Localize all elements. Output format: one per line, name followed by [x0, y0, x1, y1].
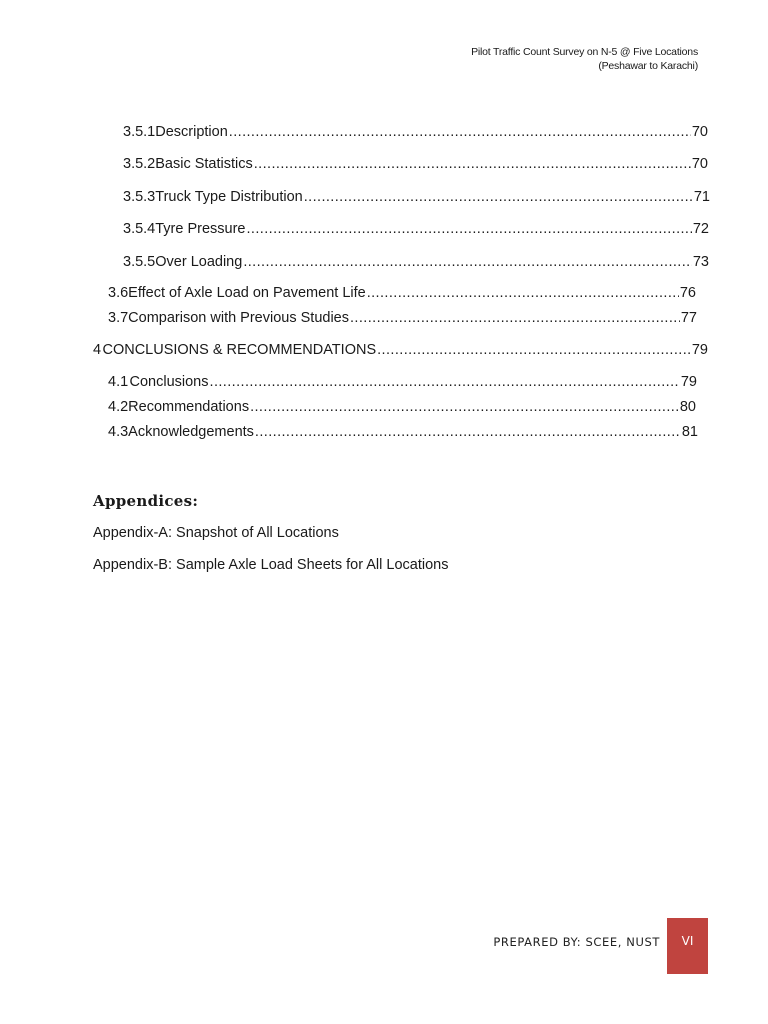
- toc-entry[interactable]: [108, 285, 696, 301]
- toc-entry[interactable]: [108, 399, 696, 415]
- toc-leader: [350, 310, 680, 326]
- toc-title: Tyre Pressure: [155, 221, 246, 237]
- toc-leader: [210, 374, 680, 390]
- header-subtitle: (Peshawar to Karachi): [598, 60, 698, 72]
- toc-entry[interactable]: [123, 254, 709, 270]
- toc-entry[interactable]: [123, 221, 709, 237]
- toc-entry[interactable]: [108, 310, 697, 326]
- toc-title: CONCLUSIONS & RECOMMENDATIONS: [102, 342, 377, 358]
- toc-title: Acknowledgements: [128, 424, 254, 440]
- toc-title: Comparison with Previous Studies: [128, 310, 349, 326]
- toc-leader: [254, 156, 691, 172]
- toc-page: 80: [679, 399, 696, 415]
- toc-number: 3.5.2: [123, 156, 156, 172]
- toc-page: 79: [680, 374, 697, 390]
- page-number-badge: VI: [667, 918, 708, 974]
- toc-title: Effect of Axle Load on Pavement Life: [128, 285, 366, 301]
- toc-number: 4.3: [108, 424, 129, 440]
- toc-entry[interactable]: [123, 189, 710, 205]
- toc-number: 3.5.1: [123, 124, 156, 140]
- prepared-by-label: PREPARED BY: SCEE, NUST: [493, 935, 660, 949]
- toc-number: 4.2: [108, 399, 129, 415]
- toc-number: 3.5.3: [123, 189, 156, 205]
- toc-title: Basic Statistics: [155, 156, 253, 172]
- appendix-item-a[interactable]: Appendix-A: Snapshot of All Locations: [93, 525, 339, 541]
- toc-title: Truck Type Distribution: [155, 189, 303, 205]
- toc-leader: [247, 221, 692, 237]
- toc-entry[interactable]: [108, 424, 698, 440]
- toc-leader: [229, 124, 691, 140]
- toc-leader: [250, 399, 679, 415]
- toc-page: 70: [691, 156, 708, 172]
- toc-page: 77: [680, 310, 697, 326]
- toc-page: 79: [691, 342, 708, 358]
- toc-title: Recommendations: [128, 399, 250, 415]
- document-header: [471, 45, 698, 73]
- toc-leader: [367, 285, 679, 301]
- toc-leader: [243, 254, 692, 270]
- toc-number: 4.1: [108, 374, 129, 390]
- appendices-heading: Appendices:: [93, 492, 199, 510]
- toc-page: 70: [691, 124, 708, 140]
- toc-title: Description: [155, 124, 228, 140]
- toc-entry[interactable]: [93, 342, 708, 358]
- toc-number: 4: [93, 342, 102, 358]
- toc-entry[interactable]: [108, 374, 697, 390]
- toc-number: 3.5.4: [123, 221, 156, 237]
- toc-entry[interactable]: [123, 156, 708, 172]
- toc-number: 3.6: [108, 285, 129, 301]
- appendix-item-b[interactable]: Appendix-B: Sample Axle Load Sheets for All Locations: [93, 557, 449, 573]
- toc-number: 3.5.5: [123, 254, 156, 270]
- toc-entry[interactable]: [123, 124, 708, 140]
- toc-page: 81: [681, 424, 698, 440]
- toc-page: 73: [692, 254, 709, 270]
- toc-page: 72: [692, 221, 709, 237]
- header-title: Pilot Traffic Count Survey on N-5 @ Five Locations: [471, 46, 698, 58]
- toc-title: Over Loading: [155, 254, 243, 270]
- toc-title: Conclusions: [129, 374, 209, 390]
- toc-page: 76: [679, 285, 696, 301]
- toc-leader: [377, 342, 691, 358]
- toc-page: 71: [693, 189, 710, 205]
- toc-number: 3.7: [108, 310, 129, 326]
- toc-leader: [255, 424, 681, 440]
- toc-leader: [304, 189, 693, 205]
